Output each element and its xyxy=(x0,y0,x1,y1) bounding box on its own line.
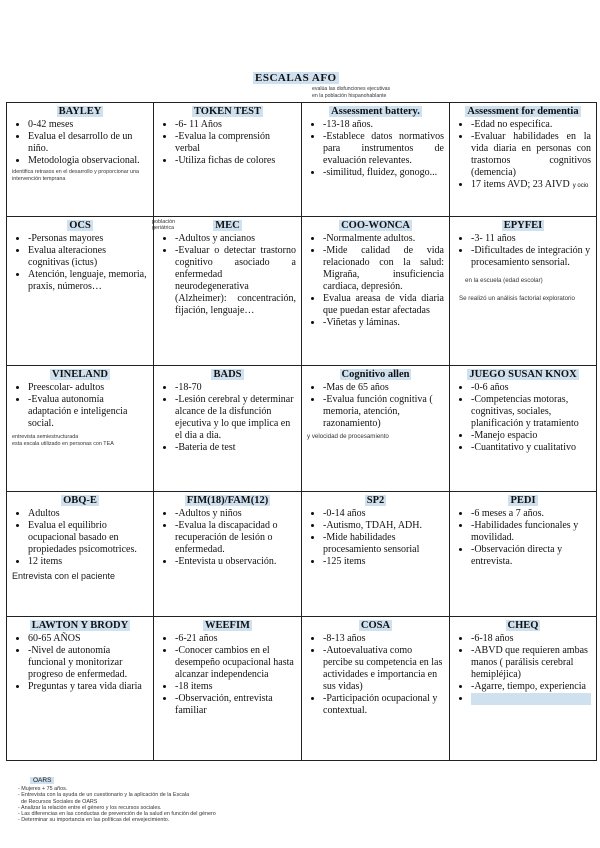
list-item: • -Observación directa y entrevista. xyxy=(471,544,591,568)
scale-title: PEDI xyxy=(510,495,536,506)
scale-items xyxy=(307,382,444,430)
list-item: • -Lesión cerebral y determinar alcance de la disfunción ejecutiva y lo que implica en el dia a dia. xyxy=(175,394,296,442)
scale-items xyxy=(12,382,148,430)
list-item: • 0-42 meses xyxy=(28,119,148,131)
scale-cell-weefim xyxy=(154,617,302,761)
grid-row xyxy=(7,217,597,366)
list-item: • -6-21 años xyxy=(175,633,296,645)
list-item: • -Conocer cambios en el desempeño ocupacional hasta alcanzar independencia xyxy=(175,645,296,681)
oars-line: - Las diferencias en las conductas de prevención de la salud en función del género xyxy=(18,811,216,818)
mec-side-note: población geriátrica xyxy=(152,219,176,231)
scale-title: JUEGO SUSAN KNOX xyxy=(469,369,577,380)
scale-cell-pedi xyxy=(450,492,597,617)
list-item: • -Evalua la comprensión verbal xyxy=(175,131,296,155)
list-item: • -Utiliza fichas de colores xyxy=(175,155,296,167)
list-item: • -Establece datos normativos para instrumentos de evaluación relevantes. xyxy=(323,131,444,167)
list-item: • -Manejo espacio xyxy=(471,430,591,442)
list-item: • Evalua el equilibrio ocupacional basado en propiedades psicomotrices. xyxy=(28,520,148,556)
scale-items xyxy=(12,119,148,167)
scale-title: VINELAND xyxy=(51,369,108,380)
scale-items xyxy=(307,508,444,568)
scale-items xyxy=(12,633,148,693)
list-item: • -Adultos y ancianos xyxy=(175,233,296,245)
scale-items xyxy=(307,633,444,717)
scale-title: SP2 xyxy=(366,495,385,506)
scales-grid xyxy=(6,102,597,761)
scale-title: CHEQ xyxy=(507,620,539,631)
oars-notes xyxy=(18,786,216,824)
list-item: • -Personas mayores xyxy=(28,233,148,245)
list-item: • Evalua el desarrollo de un niño. xyxy=(28,131,148,155)
cell-annotation: en la escuela (edad escolar) xyxy=(465,277,543,284)
list-item: • -Mide calidad de vida relacionado con la salud: Migraña, insuficiencia cardiaca, depresión. xyxy=(323,245,444,293)
scale-items xyxy=(307,119,444,179)
oars-line: de Recursos Sociales de OARS xyxy=(18,798,98,805)
scale-title: BAYLEY xyxy=(58,106,102,117)
scale-items xyxy=(455,508,591,568)
scale-title: MEC xyxy=(215,220,240,231)
list-item: • -Evaluar o detectar trastorno cognitivo asociado a enfermedad neurodegenerativa (Alzheimer): concentración, fijación, lenguaje… xyxy=(175,245,296,317)
list-item: • Evalua areasa de vida diaria que puedan estar afectadas xyxy=(323,293,444,317)
grid-row xyxy=(7,492,597,617)
list-item: • Adultos xyxy=(28,508,148,520)
scale-title: COO-WONCA xyxy=(341,220,410,231)
inline-note: y ocio xyxy=(572,183,589,189)
list-item: • -8-13 años xyxy=(323,633,444,645)
scale-items xyxy=(159,119,296,167)
scale-items xyxy=(159,508,296,568)
list-item: • -Observación, entrevista familiar xyxy=(175,693,296,717)
list-item: • Evalua alteraciones cognitivas (ictus) xyxy=(28,245,148,269)
cell-annotation: esta escala utilizado en personas con TEA xyxy=(12,441,114,447)
scale-cell-mec xyxy=(154,217,302,366)
scale-cell-cheq xyxy=(450,617,597,761)
list-item: • -Competencias motoras, cognitivas, sociales, planificación y tratamiento xyxy=(471,394,591,430)
grid-row xyxy=(7,366,597,492)
scale-items xyxy=(12,508,148,568)
list-item: • -Cuantitativo y cualitativo xyxy=(471,442,591,454)
cell-annotation: Entrevista con el paciente xyxy=(12,571,116,581)
scale-items xyxy=(159,382,296,454)
scale-title: Cognitivo allen xyxy=(341,369,410,380)
scale-cell-sp2 xyxy=(302,492,450,617)
scale-title: EPYFEI xyxy=(503,220,543,231)
scale-cell-dementia xyxy=(450,103,597,217)
list-item: • -Bateria de test xyxy=(175,442,296,454)
list-item: • -Viñetas y láminas. xyxy=(323,317,444,329)
list-item: • -Evalua la discapacidad o recuperación de lesión o enfermedad. xyxy=(175,520,296,556)
list-item: • -Normalmente adultos. xyxy=(323,233,444,245)
list-item: • -Evalua función cognitiva ( memoria, atención, razonamiento) xyxy=(323,394,444,430)
scale-items xyxy=(159,233,296,317)
list-item: • -Nivel de autonomía funcional y monitorizar progreso de enfermedad. xyxy=(28,645,148,681)
list-item: • -Entevista u observación. xyxy=(175,556,296,568)
oars-line: - Entrevista con la ayuda de un cuestionario y la aplicación de la Escala xyxy=(18,792,190,799)
scale-cell-susan xyxy=(450,366,597,492)
list-item: • -0-14 años xyxy=(323,508,444,520)
scale-cell-bads xyxy=(154,366,302,492)
cell-annotation: entrevista semiestructurada xyxy=(12,434,79,440)
list-item: • -Adultos y niños xyxy=(175,508,296,520)
title-annotation: evalúa las disfunciones ejecutivas en la población hispanohablante xyxy=(312,86,391,99)
scale-cell-obqe xyxy=(7,492,154,617)
scale-cell-allen xyxy=(302,366,450,492)
list-item: • Atención, lenguaje, memoria, praxis, números… xyxy=(28,269,148,293)
scale-items xyxy=(455,119,591,192)
scale-title: OBQ-E xyxy=(63,495,97,506)
scale-cell-assessment xyxy=(302,103,450,217)
list-item: • -Evaluar habilidades en la vida diaria en personas con trastornos cognitivos (demencia) xyxy=(471,131,591,179)
scale-cell-coowonca xyxy=(302,217,450,366)
scale-cell-ocs xyxy=(7,217,154,366)
list-item: • 17 items AVD; 23 AIVD y ocio xyxy=(471,179,591,192)
oars-line: - Determinar su importancia en las políticas del envejecimiento. xyxy=(18,817,170,824)
scale-cell-token xyxy=(154,103,302,217)
list-item: • -similitud, fluidez, gonogo... xyxy=(323,167,444,179)
cell-annotation: Se realizó un análisis factorial exploratorio xyxy=(459,295,575,302)
list-item: • -Autoevaluativa como percibe su competencia en las actividades e importancia en sus vidas) xyxy=(323,645,444,693)
scale-items xyxy=(455,633,591,705)
oars-label: OARS xyxy=(30,777,54,784)
list-item: • -6-18 años xyxy=(471,633,591,645)
list-item: • -Evalua autonomía adaptación e inteligencia social. xyxy=(28,394,148,430)
list-item: • -3- 11 años xyxy=(471,233,591,245)
list-item: • -Habilidades funcionales y movilidad. xyxy=(471,520,591,544)
list-item: • 12 items xyxy=(28,556,148,568)
scale-title: Assessment battery. xyxy=(331,106,420,117)
oars-line: - Analizar la relación entre el género y los recursos sociales. xyxy=(18,804,162,811)
list-item: • 60-65 AÑOS xyxy=(28,633,148,645)
list-item: • -Autismo, TDAH, ADH. xyxy=(323,520,444,532)
list-item xyxy=(471,693,591,705)
list-item: • -0-6 años xyxy=(471,382,591,394)
list-item: • Preescolar- adultos xyxy=(28,382,148,394)
scale-title: OCS xyxy=(69,220,91,231)
scale-items xyxy=(159,633,296,717)
scale-items xyxy=(455,382,591,454)
list-item: • -18-70 xyxy=(175,382,296,394)
list-item: • -ABVD que requieren ambas manos ( parálisis cerebral hemipléjica) xyxy=(471,645,591,681)
scale-cell-bayley xyxy=(7,103,154,217)
scale-items xyxy=(455,233,591,269)
list-item: • -Agarre, tiempo, experiencia xyxy=(471,681,591,693)
scale-items xyxy=(307,233,444,329)
list-item: • -6 meses a 7 años. xyxy=(471,508,591,520)
scale-title: LAWTON Y BRODY xyxy=(31,620,129,631)
scale-cell-cosa xyxy=(302,617,450,761)
scale-title: WEEFIM xyxy=(205,620,250,631)
scale-title: Assessment for dementia xyxy=(467,106,579,117)
grid-row xyxy=(7,103,597,217)
list-item: • -Participación ocupacional y contextual. xyxy=(323,693,444,717)
list-item: • -Dificultades de integración y procesamiento sensorial. xyxy=(471,245,591,269)
oars-line: - Mujeres + 75 años. xyxy=(18,786,68,792)
scale-cell-epyfei xyxy=(450,217,597,366)
list-item: • -Mide habilidades procesamiento sensorial xyxy=(323,532,444,556)
list-item: • -Edad no especifica. xyxy=(471,119,591,131)
scale-title: COSA xyxy=(360,620,391,631)
scale-cell-fim xyxy=(154,492,302,617)
list-item: • -18 items xyxy=(175,681,296,693)
scale-title: FIM(18)/FAM(12) xyxy=(186,495,269,506)
scale-cell-lawton xyxy=(7,617,154,761)
list-item: • -Mas de 65 años xyxy=(323,382,444,394)
list-item: • Metodologia observacional. xyxy=(28,155,148,167)
list-item: • -125 items xyxy=(323,556,444,568)
scale-title: TOKEN TEST xyxy=(193,106,262,117)
list-item: • -13-18 años. xyxy=(323,119,444,131)
scale-cell-vineland xyxy=(7,366,154,492)
scale-title: BADS xyxy=(213,369,242,380)
cell-annotation: identifica retrasos en el desarrollo y proporcionar una intervención temprana xyxy=(12,169,140,182)
list-item: • -6- 11 Años xyxy=(175,119,296,131)
grid-row xyxy=(7,617,597,761)
page-title: ESCALAS AFO xyxy=(255,72,337,84)
scale-items xyxy=(12,233,148,293)
list-item: • Preguntas y tarea vida diaria xyxy=(28,681,148,693)
cell-annotation: y velocidad de procesamiento xyxy=(307,433,389,440)
